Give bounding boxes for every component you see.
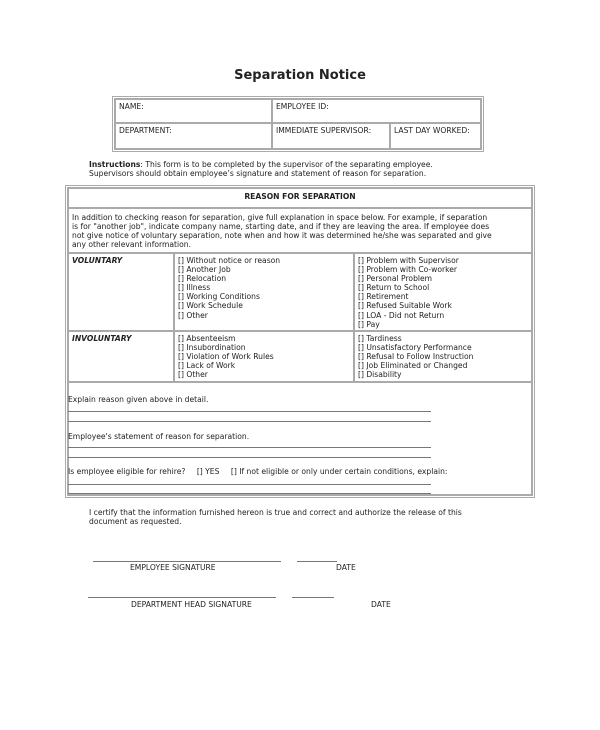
voluntary-options-col2 bbox=[354, 253, 532, 331]
voluntary-option[interactable]: [] Pay bbox=[358, 319, 380, 329]
employee-signature-line[interactable] bbox=[93, 561, 281, 562]
voluntary-options-col1 bbox=[174, 253, 354, 331]
involuntary-option[interactable]: [] Violation of Work Rules bbox=[178, 352, 274, 362]
voluntary-option[interactable]: [] Refused Suitable Work bbox=[358, 301, 452, 311]
involuntary-option[interactable]: [] Refusal to Follow Instruction bbox=[358, 352, 474, 362]
rehire-explain-line[interactable] bbox=[68, 493, 431, 494]
name-label: NAME: bbox=[119, 102, 144, 111]
rehire-no-option[interactable]: [] If not eligible or only under certain conditions, explain: bbox=[230, 467, 448, 476]
reason-intro-line: any other relevant information. bbox=[72, 240, 192, 249]
last-day-worked-field[interactable] bbox=[390, 123, 481, 149]
reason-intro-line: In addition to checking reason for separation, give full explanation in space below. For example, if separation bbox=[72, 213, 488, 222]
voluntary-option[interactable]: [] Return to School bbox=[358, 283, 430, 293]
employee-statement-line[interactable] bbox=[68, 447, 431, 448]
voluntary-option[interactable]: [] LOA - Did not Return bbox=[358, 310, 445, 320]
voluntary-option[interactable]: [] Working Conditions bbox=[178, 292, 260, 302]
voluntary-option[interactable]: [] Problem with Co-worker bbox=[358, 265, 458, 275]
reason-intro-line: is for "another job", indicate company name, starting date, and if they are leaving the area. If employee does bbox=[72, 222, 490, 231]
involuntary-option[interactable]: [] Tardiness bbox=[358, 334, 402, 343]
immediate-supervisor-label: IMMEDIATE SUPERVISOR: bbox=[276, 126, 372, 135]
certify-line-2: document as requested. bbox=[89, 517, 182, 526]
rehire-explain-line[interactable] bbox=[68, 484, 431, 485]
voluntary-option[interactable]: [] Without notice or reason bbox=[178, 256, 281, 265]
involuntary-option[interactable]: [] Disability bbox=[358, 370, 402, 380]
instructions-line-2: Supervisors should obtain employee’s signature and statement of reason for separation. bbox=[89, 169, 427, 178]
employee-id-label: EMPLOYEE ID: bbox=[276, 102, 329, 111]
employee-signature-label: EMPLOYEE SIGNATURE bbox=[130, 563, 216, 572]
reason-heading: REASON FOR SEPARATION bbox=[244, 192, 356, 201]
voluntary-option[interactable]: [] Problem with Supervisor bbox=[358, 256, 459, 265]
employee-date-line[interactable] bbox=[297, 561, 337, 562]
involuntary-options-col2 bbox=[354, 331, 532, 382]
reason-heading-cell bbox=[68, 188, 532, 208]
voluntary-option[interactable]: [] Personal Problem bbox=[358, 274, 433, 284]
voluntary-option[interactable]: [] Illness bbox=[178, 283, 211, 293]
page-title: Separation Notice bbox=[234, 68, 366, 83]
voluntary-option[interactable]: [] Other bbox=[178, 310, 208, 320]
rehire-yes-option[interactable]: [] YES bbox=[196, 467, 220, 476]
department-label: DEPARTMENT: bbox=[119, 126, 172, 135]
department-field[interactable] bbox=[115, 123, 272, 149]
name-field[interactable] bbox=[115, 99, 272, 123]
employee-id-field[interactable] bbox=[272, 99, 481, 123]
involuntary-option[interactable]: [] Lack of Work bbox=[178, 361, 236, 371]
voluntary-label-cell bbox=[68, 253, 174, 331]
department-head-signature-label: DEPARTMENT HEAD SIGNATURE bbox=[131, 600, 252, 609]
involuntary-label-cell bbox=[68, 331, 174, 382]
rehire-label: Is employee eligible for rehire? bbox=[68, 467, 186, 476]
rehire-row bbox=[68, 467, 447, 476]
department-head-date-label: DATE bbox=[371, 600, 391, 609]
instructions-line-1 bbox=[89, 160, 433, 169]
department-head-signature-line[interactable] bbox=[88, 597, 276, 598]
involuntary-option[interactable]: [] Insubordination bbox=[178, 343, 246, 353]
involuntary-options-col1 bbox=[174, 331, 354, 382]
department-head-date-line[interactable] bbox=[292, 597, 334, 598]
explain-reason-label: Explain reason given above in detail. bbox=[68, 395, 209, 404]
instructions-text-1: : This form is to be completed by the supervisor of the separating employee. bbox=[140, 160, 433, 169]
instructions-label: Instructions bbox=[89, 160, 141, 169]
voluntary-option[interactable]: [] Work Schedule bbox=[178, 301, 243, 311]
employee-statement-label: Employee's statement of reason for separation. bbox=[68, 432, 250, 441]
voluntary-option[interactable]: [] Relocation bbox=[178, 274, 227, 284]
voluntary-label: VOLUNTARY bbox=[72, 256, 123, 265]
voluntary-option[interactable]: [] Retirement bbox=[358, 292, 409, 302]
employee-statement-line[interactable] bbox=[68, 457, 431, 458]
employee-date-label: DATE bbox=[336, 563, 356, 572]
explain-reason-line[interactable] bbox=[68, 411, 431, 412]
reason-intro-line: not give notice of voluntary separation, note when and how it was determined he/she was separated and give bbox=[72, 231, 492, 240]
certify-line-1: I certify that the information furnished hereon is true and correct and authorize the release of this bbox=[89, 508, 462, 517]
reason-intro-cell bbox=[68, 208, 532, 253]
involuntary-option[interactable]: [] Absenteeism bbox=[178, 334, 236, 343]
involuntary-option[interactable]: [] Job Eliminated or Changed bbox=[358, 361, 468, 371]
involuntary-option[interactable]: [] Unsatisfactory Performance bbox=[358, 343, 472, 353]
explain-reason-line[interactable] bbox=[68, 421, 431, 422]
involuntary-option[interactable]: [] Other bbox=[178, 370, 208, 380]
last-day-worked-label: LAST DAY WORKED: bbox=[394, 126, 470, 135]
voluntary-option[interactable]: [] Another Job bbox=[178, 265, 231, 275]
involuntary-label: INVOLUNTARY bbox=[72, 334, 132, 343]
immediate-supervisor-field[interactable] bbox=[272, 123, 390, 149]
